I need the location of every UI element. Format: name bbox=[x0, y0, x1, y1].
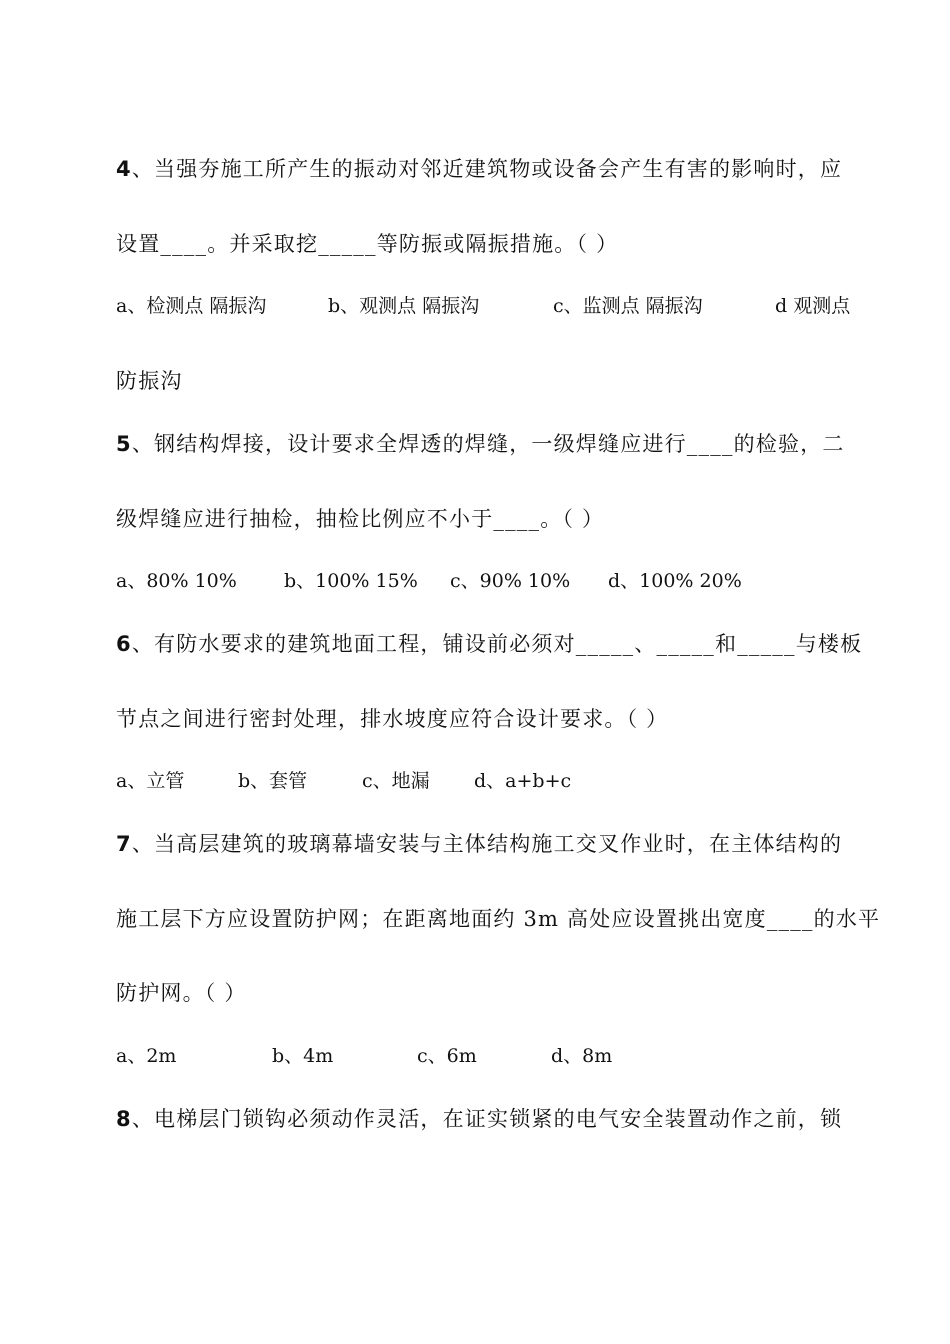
question-4-options-continued: 防振沟 bbox=[116, 369, 183, 393]
question-6-line-2: 节点之间进行密封处理，排水坡度应符合设计要求。（ ） bbox=[116, 707, 669, 731]
question-7-line-1: 7、当高层建筑的玻璃幕墙安装与主体结构施工交叉作业时，在主体结构的 bbox=[116, 832, 843, 856]
question-5-line-1: 5、钢结构焊接，设计要求全焊透的焊缝，一级焊缝应进行____的检验，二 bbox=[116, 432, 845, 456]
question-6-options bbox=[116, 766, 866, 796]
option-a: a、2m bbox=[116, 1045, 177, 1067]
option-a: a、检测点 隔振沟 bbox=[116, 295, 267, 317]
question-5-line-2: 级焊缝应进行抽检，抽检比例应不小于____。（ ） bbox=[116, 507, 605, 531]
question-number: 7 bbox=[116, 832, 132, 856]
question-6-line-1: 6、有防水要求的建筑地面工程，铺设前必须对_____、_____和_____与楼板 bbox=[116, 632, 863, 656]
question-number: 6 bbox=[116, 632, 132, 656]
option-a: a、80% 10% bbox=[116, 570, 237, 592]
option-c: c、地漏 bbox=[362, 770, 430, 792]
option-d: d 观测点 bbox=[775, 295, 851, 317]
question-7-line-2: 施工层下方应设置防护网；在距离地面约 3m 高处应设置挑出宽度____的水平 bbox=[116, 907, 881, 931]
option-d: d、a+b+c bbox=[474, 770, 572, 792]
question-number: 8 bbox=[116, 1107, 132, 1131]
question-number: 5 bbox=[116, 432, 132, 456]
option-d: d、100% 20% bbox=[608, 570, 742, 592]
option-b: b、100% 15% bbox=[284, 570, 418, 592]
question-4-line-1: 4、当强夯施工所产生的振动对邻近建筑物或设备会产生有害的影响时，应 bbox=[116, 157, 843, 181]
option-c: c、90% 10% bbox=[450, 570, 571, 592]
question-7-options bbox=[116, 1041, 866, 1071]
option-c: c、监测点 隔振沟 bbox=[553, 295, 703, 317]
option-c: c、6m bbox=[417, 1045, 477, 1067]
question-5-options bbox=[116, 566, 866, 596]
option-a: a、立管 bbox=[116, 770, 185, 792]
option-b: b、4m bbox=[272, 1045, 334, 1067]
question-8-line-1: 8、电梯层门锁钩必须动作灵活，在证实锁紧的电气安全装置动作之前，锁 bbox=[116, 1107, 843, 1131]
option-b: b、观测点 隔振沟 bbox=[328, 295, 480, 317]
question-7-line-3: 防护网。（ ） bbox=[116, 981, 247, 1005]
option-b: b、套管 bbox=[238, 770, 308, 792]
question-number: 4 bbox=[116, 157, 132, 181]
question-4-line-2: 设置____。并采取挖_____等防振或隔振措施。（ ） bbox=[116, 232, 619, 256]
option-d: d、8m bbox=[551, 1045, 613, 1067]
question-4-options bbox=[116, 291, 866, 321]
